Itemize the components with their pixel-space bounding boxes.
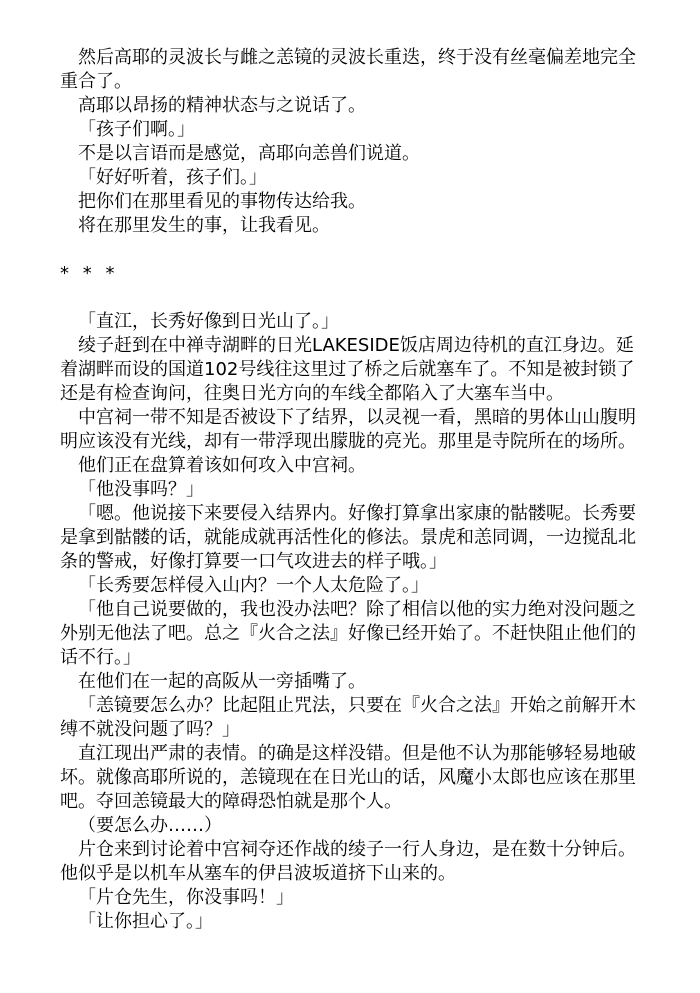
paragraph: 高耶以昂扬的精神状态与之说话了。 — [78, 95, 366, 116]
paragraph: 片仓来到讨论着中宫祠夺还作战的绫子一行人身边，是在数十分钟后。他似乎是以机车从塞车的伊吕波坂道挤下山来的。 — [60, 839, 636, 884]
scene-separator: * * * — [60, 263, 119, 284]
paragraph: 把你们在那里看见的事物传达给我。 — [78, 191, 366, 212]
paragraph: 「让你担心了。」 — [78, 911, 213, 932]
paragraph: （要怎么办……） — [78, 815, 222, 836]
paragraph: 将在那里发生的事，让我看见。 — [78, 215, 330, 236]
paragraph: 「好好听着，孩子们。」 — [78, 167, 267, 188]
paragraph: 「他自己说要做的，我也没办法吧？除了相信以他的实力绝对没问题之外别无他法了吧。总之『火合之法』好像已经开始了。不赶快阻止他们的话不行。」 — [60, 599, 636, 668]
paragraph: 「嗯。他说接下来要侵入结界内。好像打算拿出家康的骷髅呢。长秀要是拿到骷髅的话，就能成就再活性化的修法。景虎和恙同调，一边搅乱北条的警戒，好像打算要一口气攻进去的样子哦。」 — [60, 503, 636, 572]
paragraph: 「长秀要怎样侵入山内？一个人太危险了。」 — [78, 575, 429, 596]
paragraph: 「他没事吗？」 — [78, 479, 204, 500]
paragraph: 中宫祠一带不知是否被设下了结界，以灵视一看，黑暗的男体山山腹明明应该没有光线，却有一带浮现出朦胧的亮光。那里是寺院所在的场所。 — [60, 407, 636, 452]
novel-page — [60, 46, 640, 934]
paragraph: 不是以言语而是感觉，高耶向恙兽们说道。 — [78, 143, 420, 164]
paragraph: 「孩子们啊。」 — [78, 119, 195, 140]
paragraph: 他们正在盘算着该如何攻入中宫祠。 — [78, 455, 366, 476]
paragraph: 在他们在一起的高阪从一旁插嘴了。 — [78, 671, 366, 692]
blank-line — [60, 238, 640, 262]
paragraph: 绫子赶到在中禅寺湖畔的日光LAKESIDE饭店周边待机的直江身边。延着湖畔而设的国道102号线往这里过了桥之后就塞车了。不知是被封锁了还是有检查询问，往奥日光方向的车线全都陷入了大塞车当中。 — [60, 335, 635, 404]
paragraph: 然后高耶的灵波长与雌之恙镜的灵波长重迭，终于没有丝毫偏差地完全重合了。 — [60, 47, 636, 92]
paragraph: 直江现出严肃的表情。的确是这样没错。但是他不认为那能够轻易地破坏。就像高耶所说的，恙镜现在在日光山的话，风魔小太郎也应该在那里吧。夺回恙镜最大的障碍恐怕就是那个人。 — [60, 743, 636, 812]
paragraph: 「直江，长秀好像到日光山了。」 — [78, 311, 339, 332]
paragraph: 「片仓先生，你没事吗！」 — [78, 887, 294, 908]
paragraph: 「恙镜要怎么办？比起阻止咒法，只要在『火合之法』开始之前解开木缚不就没问题了吗？」 — [60, 695, 636, 740]
blank-line — [60, 286, 640, 310]
